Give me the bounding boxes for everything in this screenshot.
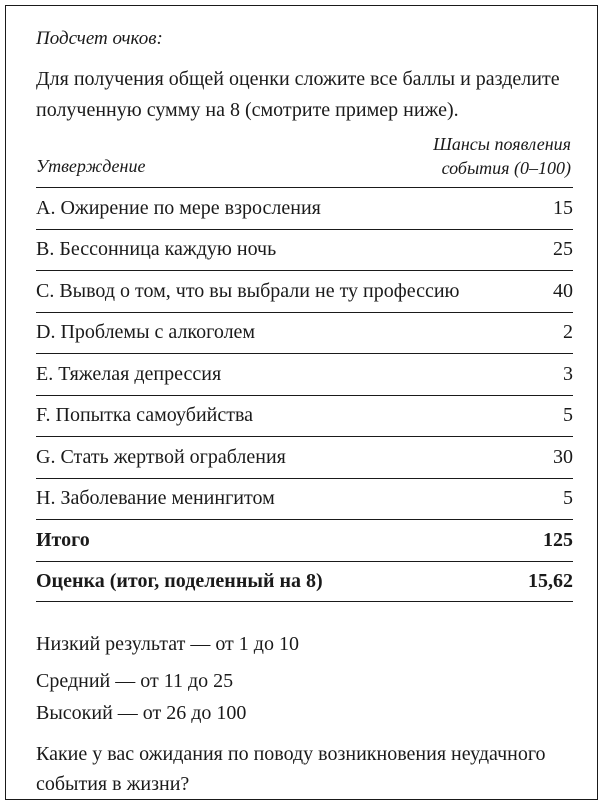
score-ranges — [36, 628, 299, 729]
row-value: 40 — [553, 279, 573, 302]
range-low: Низкий результат — от 1 до 10 — [36, 633, 299, 655]
scoring-table — [36, 187, 573, 602]
row-label: A. Ожирение по мере взросления — [36, 196, 321, 219]
row-value: 15 — [553, 196, 573, 219]
row-label: F. Попытка самоубийства — [36, 404, 254, 427]
row-value: 5 — [563, 404, 573, 427]
score-label: Оценка (итог, поделенный на 8) — [36, 569, 323, 592]
row-value: 3 — [563, 362, 573, 385]
score-row — [36, 561, 573, 603]
chance-column-header: Шансы появления события (0–100) — [433, 134, 571, 178]
range-high: Высокий — от 26 до 100 — [36, 702, 247, 724]
intro-paragraph: Для получения общей оценки сложите все баллы и разделите полученную сумму на 8 (смотрите пример ниже). — [36, 68, 560, 121]
closing-question: Какие у вас ожидания по поводу возникновения неудачного события в жизни? — [36, 743, 546, 795]
table-row — [36, 353, 573, 395]
statement-column-header: Утверждение — [36, 156, 146, 176]
range-medium: Средний — от 11 до 25 — [36, 670, 234, 692]
section-heading: Подсчет очков: — [36, 28, 163, 49]
table-row — [36, 229, 573, 271]
table-row — [36, 270, 573, 312]
row-label: D. Проблемы с алкоголем — [36, 321, 256, 344]
row-label: E. Тяжелая депрессия — [36, 362, 222, 385]
table-row — [36, 436, 573, 478]
table-row — [36, 187, 573, 229]
total-row — [36, 519, 573, 561]
scoring-box — [5, 5, 598, 800]
score-value: 15,62 — [528, 569, 573, 592]
total-label: Итого — [36, 528, 90, 551]
row-value: 5 — [563, 487, 573, 510]
table-row — [36, 312, 573, 354]
row-label: B. Бессонница каждую ночь — [36, 238, 277, 261]
row-label: G. Стать жертвой ограбления — [36, 445, 286, 468]
row-value: 25 — [553, 238, 573, 261]
table-row — [36, 478, 573, 520]
row-label: H. Заболевание менингитом — [36, 487, 275, 510]
total-value: 125 — [543, 528, 573, 551]
table-row — [36, 395, 573, 437]
row-value: 2 — [563, 321, 573, 344]
row-value: 30 — [553, 445, 573, 468]
row-label: C. Вывод о том, что вы выбрали не ту профессию — [36, 279, 460, 302]
